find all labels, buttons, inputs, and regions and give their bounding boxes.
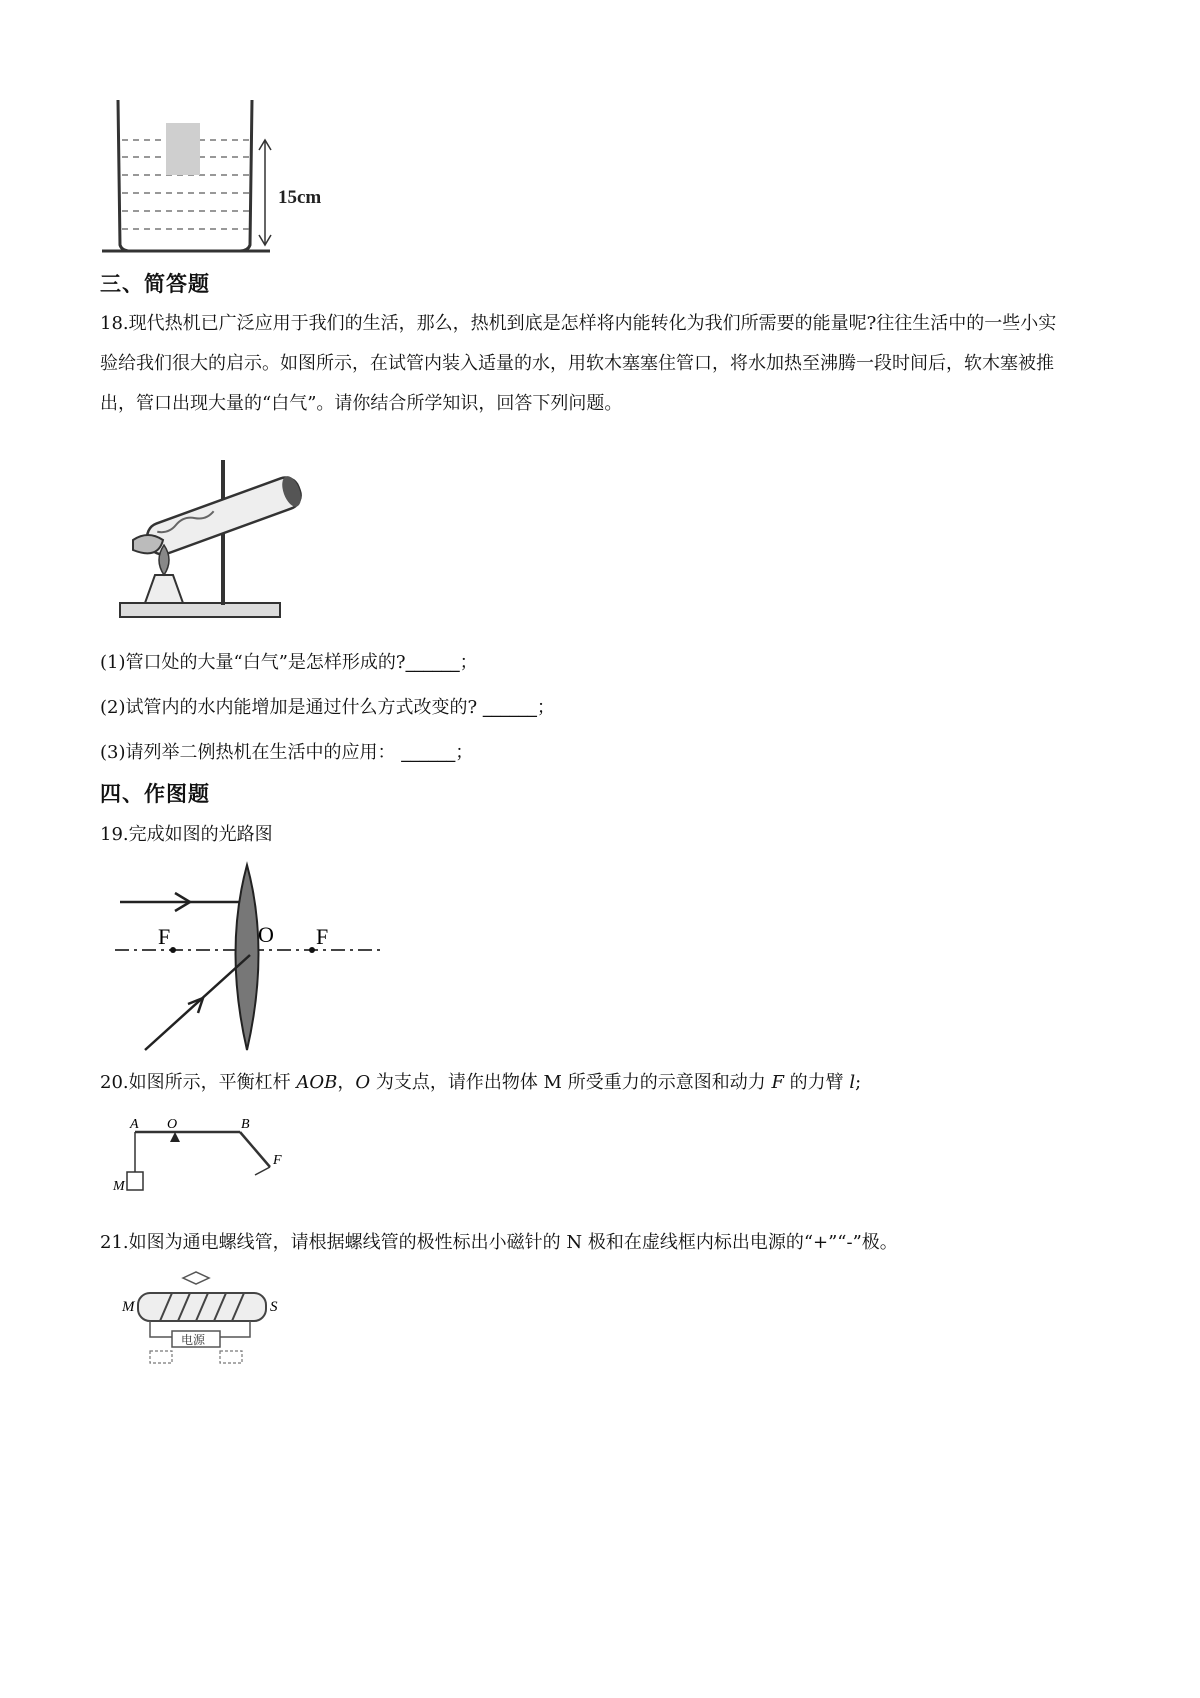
- label-m: M: [122, 1299, 135, 1315]
- wire: [150, 1321, 172, 1337]
- dashed-box-right: [220, 1351, 242, 1363]
- answer-blank-2[interactable]: ______: [482, 697, 537, 718]
- q19-text: 19.完成如图的光路图: [100, 824, 273, 845]
- optical-center-label: O: [258, 922, 274, 947]
- incident-ray-2: [145, 955, 250, 1050]
- label-s: S: [270, 1299, 278, 1315]
- depth-label: 15cm: [278, 187, 322, 208]
- solenoid-figure: [110, 1265, 290, 1370]
- label-b: B: [241, 1117, 250, 1132]
- label-m: M: [113, 1179, 125, 1194]
- focus-right-point: [309, 947, 315, 953]
- lever-figure: [105, 1112, 305, 1202]
- q20-text: 20.如图所示，平衡杠杆 AOB，O 为支点，请作出物体 M 所受重力的示意图和动力 F 的力臂 l;: [100, 1072, 862, 1093]
- test-tube-figure: [115, 455, 320, 630]
- lever-arm-b: [240, 1132, 270, 1167]
- focus-right-label: F: [316, 924, 329, 949]
- fulcrum-icon: [170, 1132, 180, 1142]
- section-4-title: 四、作图题: [100, 782, 210, 806]
- q21-text: 21.如图为通电螺线管，请根据螺线管的极性标出小磁针的 N 极和在虚线框内标出电源的“+”“-”极。: [100, 1232, 898, 1253]
- answer-blank-1[interactable]: ______: [405, 652, 460, 673]
- q18-sub1: (1)管口处的大量“白气”是怎样形成的?______；: [100, 652, 478, 673]
- label-a: A: [130, 1117, 139, 1132]
- force-f-line: [255, 1167, 270, 1175]
- lens-figure: [110, 860, 390, 1055]
- answer-blank-3[interactable]: ______: [401, 742, 456, 763]
- q18-sub2: (2)试管内的水内能增加是通过什么方式改变的? ______；: [100, 697, 555, 718]
- stand-base: [120, 603, 280, 617]
- floating-block: [166, 123, 200, 175]
- power-label: 电源: [181, 1333, 206, 1347]
- object-m: [127, 1172, 143, 1190]
- label-o: O: [167, 1117, 178, 1132]
- small-magnetic-needle: [183, 1272, 209, 1284]
- q18-sub3: (3)请列举二例热机在生活中的应用： ______；: [100, 742, 474, 763]
- q18-text: 18.现代热机已广泛应用于我们的生活，那么，热机到底是怎样将内能转化为我们所需要的能量呢?往往生活中的一些小实验给我们很大的启示。如图所示，在试管内装入适量的水，用软木塞塞住管口，将水加热至沸腾一段时间后，软木塞被推出，管口出现大量的“白气”。请你结合所学知识，回答下列问题。: [100, 313, 1057, 414]
- focus-left-point: [170, 947, 176, 953]
- label-f: F: [273, 1153, 282, 1168]
- focus-left-label: F: [158, 924, 171, 949]
- dashed-box-left: [150, 1351, 172, 1363]
- section-3-title: 三、简答题: [100, 272, 210, 296]
- alcohol-lamp: [145, 575, 183, 603]
- beaker-figure: [100, 95, 330, 260]
